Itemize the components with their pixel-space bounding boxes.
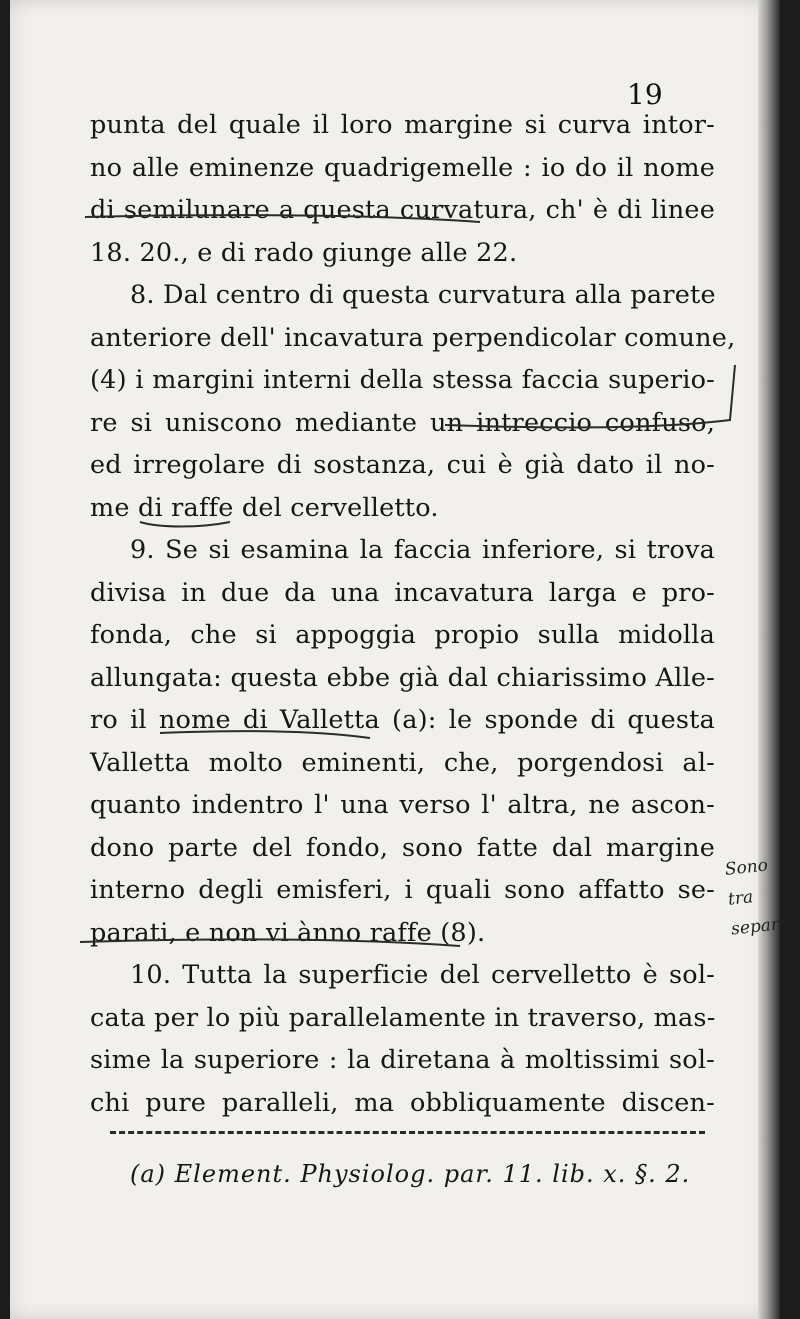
underline-stroke-5	[80, 939, 460, 946]
text-line-21: 10. Tutta la superficie del cervelletto è sol-	[130, 960, 715, 990]
text-line-2: no alle eminenze quadrigemelle : io do il nome	[90, 152, 715, 183]
text-line-17: quanto indentro l' una verso l' altra, ne ascon-	[90, 790, 715, 820]
underline-stroke-2	[445, 365, 735, 427]
book-page	[10, 0, 780, 1319]
text-line-14: allungata: questa ebbe già dal chiarissimo Alle-	[90, 662, 715, 693]
text-line-16: Valletta molto eminenti, che, porgendosi al-	[90, 747, 715, 778]
text-line-24: chi pure paralleli, ma obbliquamente discen-	[90, 1087, 715, 1118]
text-line-7: (4) i margini interni della stessa faccia superio-	[90, 365, 715, 395]
text-line-4: 18. 20., e di rado giunge alle 22.	[90, 237, 518, 268]
underline-stroke-3	[140, 522, 230, 527]
pen-annotations	[10, 0, 780, 1319]
text-line-13: fonda, che si appoggia propio sulla midolla	[90, 620, 715, 650]
text-line-22: cata per lo più parallelamente in traverso, mas-	[90, 1002, 716, 1033]
footnote: (a) Element. Physiolog. par. 11. lib. x. §. 2.	[130, 1160, 691, 1188]
margin-note-line-2: separ	[730, 914, 780, 940]
text-line-10: me di raffe del cervelletto.	[90, 492, 439, 523]
text-line-23: sime la superiore : la diretana à moltissimi sol-	[90, 1045, 715, 1075]
underline-stroke-1	[85, 215, 480, 222]
handwritten-margin-note	[723, 850, 780, 945]
text-line-11: 9. Se si esamina la faccia inferiore, si trova	[130, 535, 715, 565]
margin-note-line-1: Sono tra	[723, 855, 769, 910]
text-line-20: parati, e non vi ànno raffe (8).	[90, 917, 486, 948]
text-line-15: ro il nome di Valletta (a): le sponde di questa	[90, 705, 715, 735]
text-line-6: anteriore dell' incavatura perpendicolar comune,	[90, 322, 736, 353]
text-line-12: divisa in due da una incavatura larga e pro-	[90, 577, 715, 608]
text-line-19: interno degli emisferi, i quali sono affatto se-	[90, 875, 715, 905]
footnote-rule	[110, 1131, 705, 1137]
underline-stroke-4	[160, 731, 370, 738]
text-line-5: 8. Dal centro di questa curvatura alla parete	[130, 280, 716, 310]
text-line-8: re si uniscono mediante un intreccio confuso,	[90, 407, 715, 438]
text-line-1: punta del quale il loro margine si curva intor-	[90, 110, 715, 140]
text-line-9: ed irregolare di sostanza, cui è già dato il no-	[90, 450, 715, 480]
text-line-18: dono parte del fondo, sono fatte dal margine	[90, 832, 715, 863]
page-number: 19	[627, 78, 663, 111]
text-line-3: di semilunare a questa curvatura, ch' è di linee	[90, 195, 715, 225]
